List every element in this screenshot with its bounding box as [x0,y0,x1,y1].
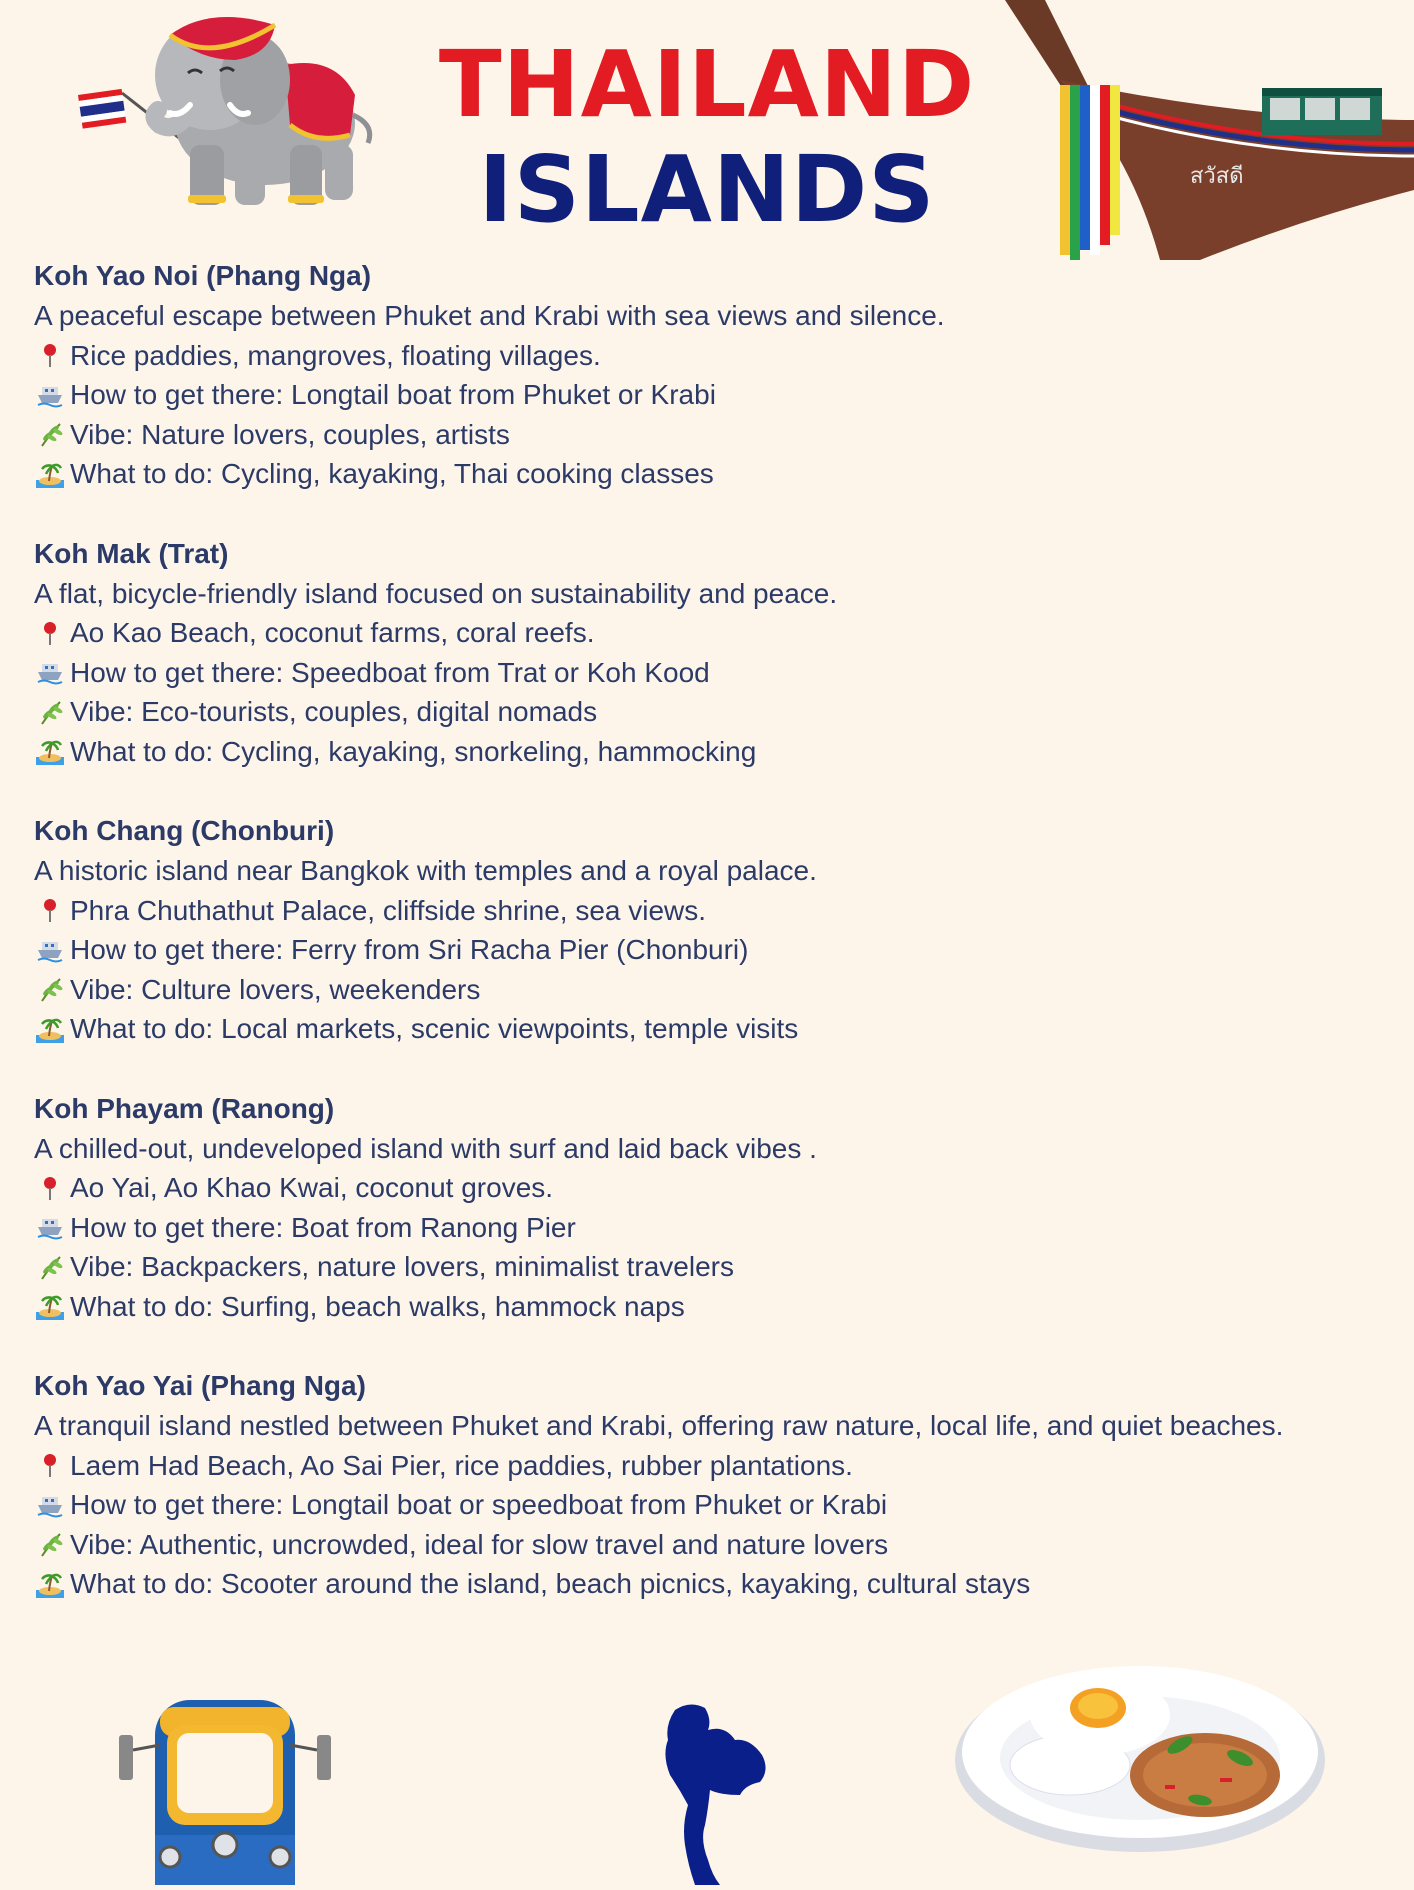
highlights-text: Ao Kao Beach, coconut farms, coral reefs. [70,617,595,648]
island-transport [34,930,1384,970]
activities-text: What to do: Surfing, beach walks, hammock naps [70,1290,685,1322]
palm-leaf-icon [34,975,66,1003]
transport-text: How to get there: Longtail boat from Phuket or Krabi [70,379,716,410]
vibe-text: Vibe: Authentic, uncrowded, ideal for slow travel and nature lovers [70,1528,889,1560]
vibe-text: Vibe: Culture lovers, weekenders [70,973,481,1005]
island-transport [34,1485,1384,1525]
palm-leaf-icon [34,698,66,726]
ship-icon [34,381,66,409]
highlights-text: Rice paddies, mangroves, floating villages. [70,339,601,371]
vibe-text: Vibe: Nature lovers, couples, artists [70,418,510,450]
island-name: Koh Chang (Chonburi) [34,815,335,846]
transport-text: How to get there: Boat from Ranong Pier [70,1211,576,1243]
transport-text: How to get there: Ferry from Sri Racha Pier (Chonburi) [70,934,749,965]
island-activities [34,1009,1384,1049]
food-plate-illustration [950,1650,1335,1860]
thailand-map-illustration [650,1700,790,1885]
desert-island-icon [34,1570,66,1598]
island-description: A tranquil island nestled between Phuket and Krabi, offering raw nature, local life, and quiet beaches. [34,1410,1284,1441]
island-highlights [34,1168,1384,1208]
desert-island-icon [34,737,66,765]
island-name: Koh Mak (Trat) [34,537,229,569]
palm-leaf-icon [34,1253,66,1281]
desert-island-icon [34,1292,66,1320]
island-vibe [34,415,1384,455]
island-description: A flat, bicycle-friendly island focused on sustainability and peace. [34,577,838,609]
island-name: Koh Yao Yai (Phang Nga) [34,1370,366,1401]
highlights-text: Phra Chuthathut Palace, cliffside shrine, sea views. [70,894,707,926]
round-pushpin-icon [34,1174,66,1202]
vibe-text: Vibe: Eco-tourists, couples, digital nomads [70,696,598,727]
island-section [34,256,1384,494]
palm-leaf-icon [34,1530,66,1558]
highlights-text: Ao Yai, Ao Khao Kwai, coconut groves. [70,1172,554,1203]
island-transport [34,1208,1384,1248]
round-pushpin-icon [34,896,66,924]
island-highlights [34,336,1384,376]
island-section [34,1089,1384,1327]
transport-text: How to get there: Speedboat from Trat or Koh Kood [70,656,710,688]
ship-icon [34,1491,66,1519]
ship-icon [34,1213,66,1241]
island-section [34,811,1384,1049]
island-activities [34,732,1384,772]
island-description: A chilled-out, undeveloped island with surf and laid back vibes . [34,1132,817,1164]
island-activities [34,1564,1384,1604]
tuk-tuk-illustration [115,1695,335,1885]
island-name: Koh Phayam (Ranong) [34,1092,335,1124]
island-highlights [34,613,1384,653]
ship-icon [34,936,66,964]
island-transport [34,653,1384,693]
activities-text: What to do: Scooter around the island, beach picnics, kayaking, cultural stays [70,1568,1031,1599]
palm-leaf-icon [34,420,66,448]
island-description: A peaceful escape between Phuket and Krabi with sea views and silence. [34,300,945,331]
round-pushpin-icon [34,1451,66,1479]
title-line-1: THAILAND [438,31,976,138]
island-vibe [34,1525,1384,1565]
island-section [34,534,1384,772]
highlights-text: Laem Had Beach, Ao Sai Pier, rice paddies, rubber plantations. [70,1449,853,1481]
island-name: Koh Yao Noi (Phang Nga) [34,260,372,291]
title-line-2: ISLANDS [478,136,936,243]
island-vibe [34,692,1384,732]
island-vibe [34,1247,1384,1287]
activities-text: What to do: Cycling, kayaking, snorkeling, hammocking [70,735,757,767]
island-section [34,1366,1384,1604]
desert-island-icon [34,1015,66,1043]
island-transport [34,375,1384,415]
island-highlights [34,891,1384,931]
desert-island-icon [34,460,66,488]
island-activities [34,1287,1384,1327]
island-activities [34,454,1384,494]
vibe-text: Vibe: Backpackers, nature lovers, minimalist travelers [70,1251,734,1282]
ship-icon [34,658,66,686]
round-pushpin-icon [34,341,66,369]
island-description: A historic island near Bangkok with temples and a royal palace. [34,855,817,886]
boat-script-text: สวัสดี [1190,164,1244,189]
island-highlights [34,1446,1384,1486]
activities-text: What to do: Cycling, kayaking, Thai cooking classes [70,458,714,489]
activities-text: What to do: Local markets, scenic viewpoints, temple visits [70,1013,799,1044]
round-pushpin-icon [34,619,66,647]
islands-list [34,256,1384,1644]
transport-text: How to get there: Longtail boat or speedboat from Phuket or Krabi [70,1489,888,1520]
island-vibe [34,970,1384,1010]
